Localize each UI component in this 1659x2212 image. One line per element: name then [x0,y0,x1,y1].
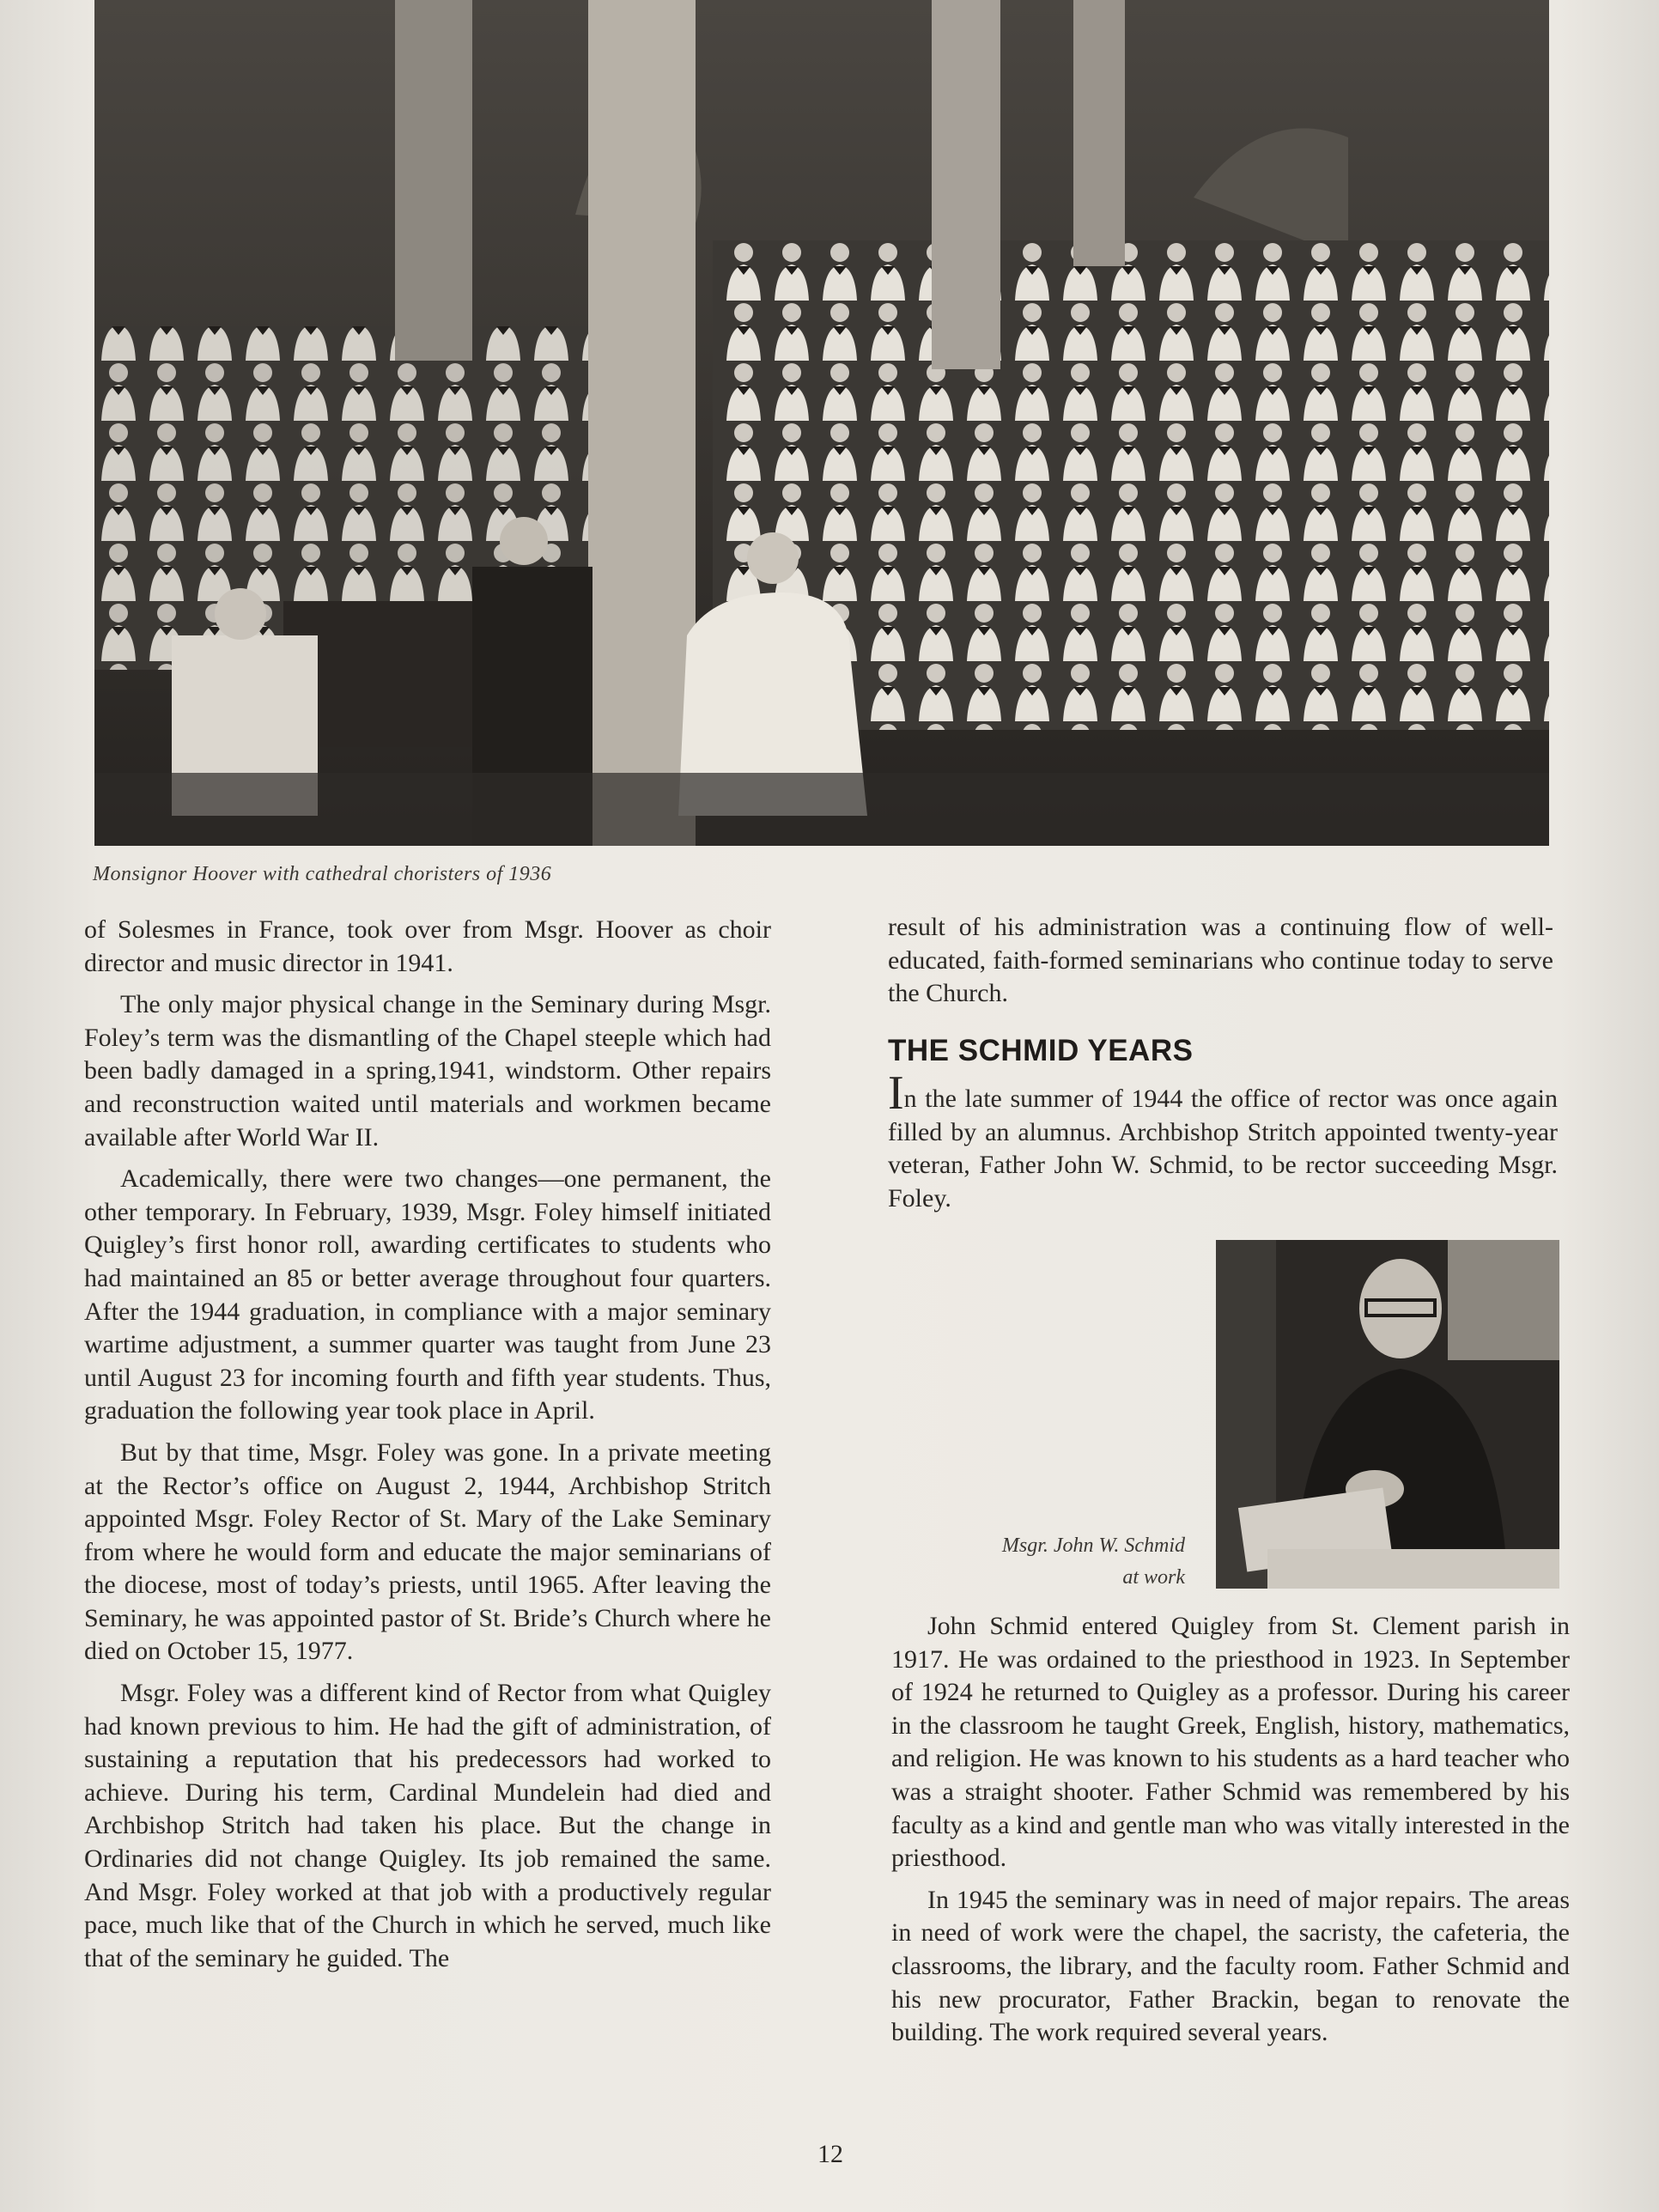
schmid-caption-line-1: Msgr. John W. Schmid [1001,1534,1185,1557]
left-paragraph-4: But by that time, Msgr. Foley was gone. In a private meeting at the Rector’s office on August 2, 1944, Archbishop Stritch appointed Msgr. Foley Rector of St. Mary of the Lake Seminary from where he would form and educate the major seminarians of the diocese, most of today’s priests, until 1965. After leaving the Seminary, he was appointed pastor of St. Bride’s Church where he died on October 15, 1977. [84,1437,771,1666]
right-paragraph-2: In 1945 the seminary was in need of major repairs. The areas in need of work were the chapel, the sacristy, the cafeteria, the classrooms, the library, and the faculty room. Father Schmid and his new procurator, Father Brackin, began to renovate the building. The work required several years. [891,1885,1570,2047]
left-paragraph-1: of Solesmes in France, took over from Msgr. Hoover as choir director and music director in 1941. [84,915,771,977]
drop-cap: I [888,1066,904,1120]
right-column-intro [888,1066,1558,1224]
choristers-photo [94,0,1549,846]
page-number: 12 [817,2140,843,2168]
left-paragraph-2: The only major physical change in the Seminary during Msgr. Foley’s term was the dismantling of the Chapel steeple which had been badly damaged in a spring,1941, windstorm. Other repairs and reconstruction waited until materials and workmen became available after World War II. [84,990,771,1152]
right-paragraph-1: John Schmid entered Quigley from St. Clement parish in 1917. He was ordained to the priesthood in 1923. In September of 1924 he returned to Quigley as a professor. During his career in the classroom he taught Greek, English, history, mathematics, and religion. He was known to his students as a hard teacher who was a straight shooter. Father Schmid was remembered by his faculty as a kind and gentle man who was vitally interested in the priesthood. [891,1612,1570,1873]
intro-text: n the late summer of 1944 the office of rector was once again filled by an alumnus. Archbishop Stritch appointed twenty-year veteran, Father John W. Schmid, to be rector succeeding Msgr. Foley. [888,1085,1558,1212]
right-column-top [888,911,1553,1019]
schmid-photo [1216,1240,1559,1589]
schmid-photo-graphic [1216,1240,1559,1589]
left-paragraph-3: Academically, there were two changes—one permanent, the other temporary. In February, 1939, Msgr. Foley himself initiated Quigley’s first honor roll, awarding certificates to students who had maintained an 85 or better average throughout four quarters. After the 1944 graduation, in compliance with a major seminary wartime adjustment, a summer quarter was taught from June 23 until August 23 for incoming fourth and fifth year students. Thus, graduation the following year took place in April. [84,1164,771,1425]
left-paragraph-5: Msgr. Foley was a different kind of Rector from what Quigley had known previous to him. He had the gift of administration, of sustaining a reputation that his predecessors had worked to achieve. During his term, Cardinal Mundelein had died and Archbishop Stritch had taken his place. But the change in Ordinaries did not change Quigley. Its job remained the same. And Msgr. Foley worked at that job with a productively regular pace, much like that of the Church in which he served, much like that of the seminary he guided. The [84,1679,771,1972]
schmid-caption-line-2: at work [1122,1566,1185,1589]
right-paragraph-top: result of his administration was a continuing flow of well-educated, faith-formed seminarians who continue today to serve the Church. [888,913,1553,1008]
left-column [84,914,771,1984]
intro-paragraph [888,1066,1558,1215]
choristers-photo-graphic [94,0,1549,846]
schmid-photo-caption [945,1530,1185,1594]
section-heading: THE SCHMID YEARS [888,1034,1194,1067]
right-column-bottom [891,1610,1570,2058]
main-photo-caption: Monsignor Hoover with cathedral choristers of 1936 [93,863,552,885]
